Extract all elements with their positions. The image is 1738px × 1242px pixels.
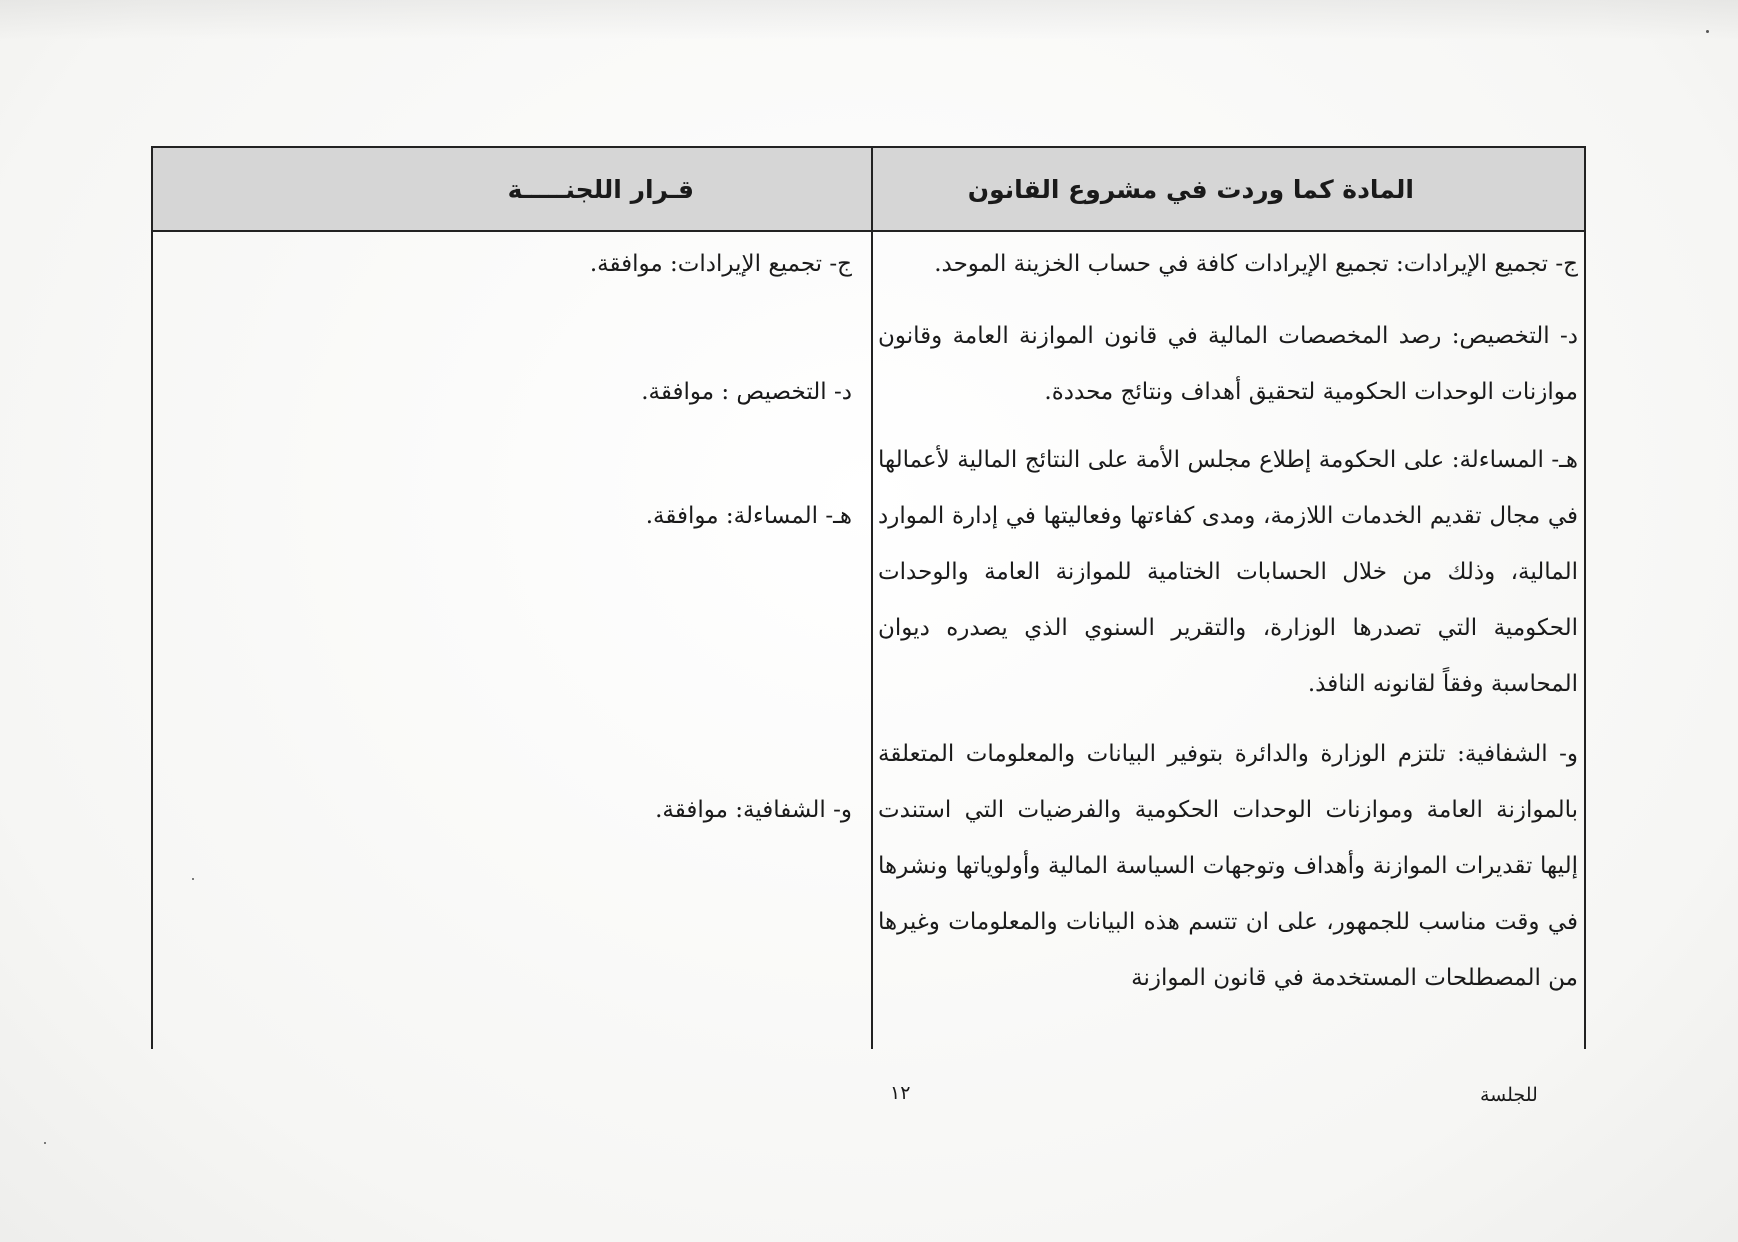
page-number: ١٢ (890, 1082, 911, 1104)
header-article-column: المادة كما وردت في مشروع القانون (967, 174, 1414, 204)
article-paragraph-accountability: هـ- المساءلة: على الحكومة إطلاع مجلس الأمة على النتائج المالية لأعمالها في مجال تقديم الخدمات اللازمة، ومدى كفاءتها وفعاليتها في إدارة الموارد المالية، وذلك من خلال الحسابات الختامية للموازنة العامة والوحدات الحكومية التي تصدرها الوزارة، والتقرير السنوي الذي يصدره ديوان المحاسبة وفقاً لقانونه النافذ. (878, 447, 1578, 697)
article-paragraph-allocation: د- التخصيص: رصد المخصصات المالية في قانون الموازنة العامة وقانون موازنات الوحدات الحكومية لتحقيق أهداف ونتائج محددة. (878, 323, 1578, 405)
scan-speck (192, 878, 194, 880)
decision-transparency: و- الشفافية: موافقة. (655, 797, 852, 823)
table-header-row (153, 148, 1584, 232)
article-column (868, 232, 1584, 1006)
decision-accountability: هـ- المساءلة: موافقة. (645, 503, 852, 529)
header-decision-column: قـرار اللجنـــــة (507, 174, 694, 204)
decision-revenue: ج- تجميع الإيرادات: موافقة. (589, 251, 852, 277)
article-paragraph-revenue: ج- تجميع الإيرادات: تجميع الإيرادات كافة في حساب الخزينة الموحد. (934, 251, 1578, 277)
article-paragraph-transparency: و- الشفافية: تلتزم الوزارة والدائرة بتوفير البيانات والمعلومات المتعلقة بالموازنة العامة وموازنات الوحدات الحكومية والفرضيات التي استندت إليها تقديرات الموازنة وأهداف وتوجهات السياسة المالية وأولوياتها ونشرها في وقت مناسب للجمهور، على ان تتسم هذه البيانات والمعلومات وغيرها من المصطلحات المستخدمة في قانون الموازنة (878, 741, 1578, 991)
decision-allocation: د- التخصيص : موافقة. (641, 379, 852, 405)
footer-session-label: للجلسة (1480, 1084, 1538, 1106)
committee-table (151, 146, 1586, 1049)
decision-column (151, 232, 864, 838)
scan-speck (1706, 30, 1709, 33)
scan-speck (44, 1142, 46, 1144)
scan-shadow (0, 0, 1738, 40)
